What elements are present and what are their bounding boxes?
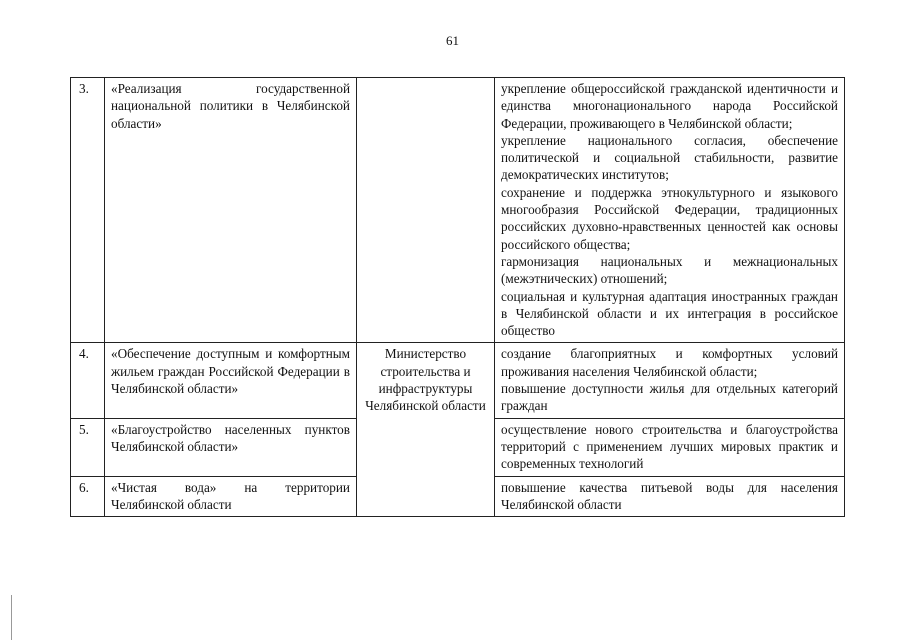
- project-goals: [495, 343, 845, 418]
- table-row: [71, 343, 845, 418]
- goal-item: укрепление национального согласия, обеспечение политической и социальной стабильности, развитие демократических институтов;: [501, 132, 838, 183]
- row-number: 4.: [71, 343, 105, 418]
- goal-item: повышение доступности жилья для отдельных категорий граждан: [501, 381, 838, 414]
- goal-item: укрепление общероссийской гражданской идентичности и единства многонационального народа Российской Федерации, проживающего в Челябинской области;: [501, 81, 838, 131]
- row-number: 6.: [71, 476, 105, 517]
- responsible-organization: Министерство строительства и инфраструктуры Челябинской области: [357, 343, 495, 517]
- row-number: 5.: [71, 418, 105, 476]
- goal-item: повышение качества питьевой воды для населения Челябинской области: [501, 479, 838, 512]
- page-number: 61: [446, 33, 459, 48]
- project-name: «Реализация государственной национальной политики в Челябинской области»: [105, 78, 357, 343]
- project-goals: [495, 78, 845, 343]
- goal-item: осуществление нового строительства и благоустройства территорий с применением лучших мировых практик и современных технологий: [501, 421, 838, 472]
- goal-item: создание благоприятных и комфортных условий проживания населения Челябинской области;: [501, 346, 838, 379]
- table-row: [71, 78, 845, 343]
- project-name: «Обеспечение доступным и комфортным жильем граждан Российской Федерации в Челябинской области»: [105, 343, 357, 418]
- row-number: 3.: [71, 78, 105, 343]
- goal-item: гармонизация национальных и межнациональных (межэтнических) отношений;: [501, 253, 838, 287]
- project-goals: [495, 418, 845, 476]
- project-name: «Чистая вода» на территории Челябинской области: [105, 476, 357, 517]
- project-name: «Благоустройство населенных пунктов Челябинской области»: [105, 418, 357, 476]
- goal-item: социальная и культурная адаптация иностранных граждан в Челябинской области и их интеграция в российское общество: [501, 288, 838, 339]
- goal-item: сохранение и поддержка этнокультурного и языкового многообразия Российской Федерации, традиционных российских духовно-нравственных ценностей как основы российского общества;: [501, 184, 838, 252]
- responsible-organization: [357, 78, 495, 343]
- projects-table: [70, 77, 845, 517]
- margin-line: [11, 595, 12, 640]
- project-goals: [495, 476, 845, 517]
